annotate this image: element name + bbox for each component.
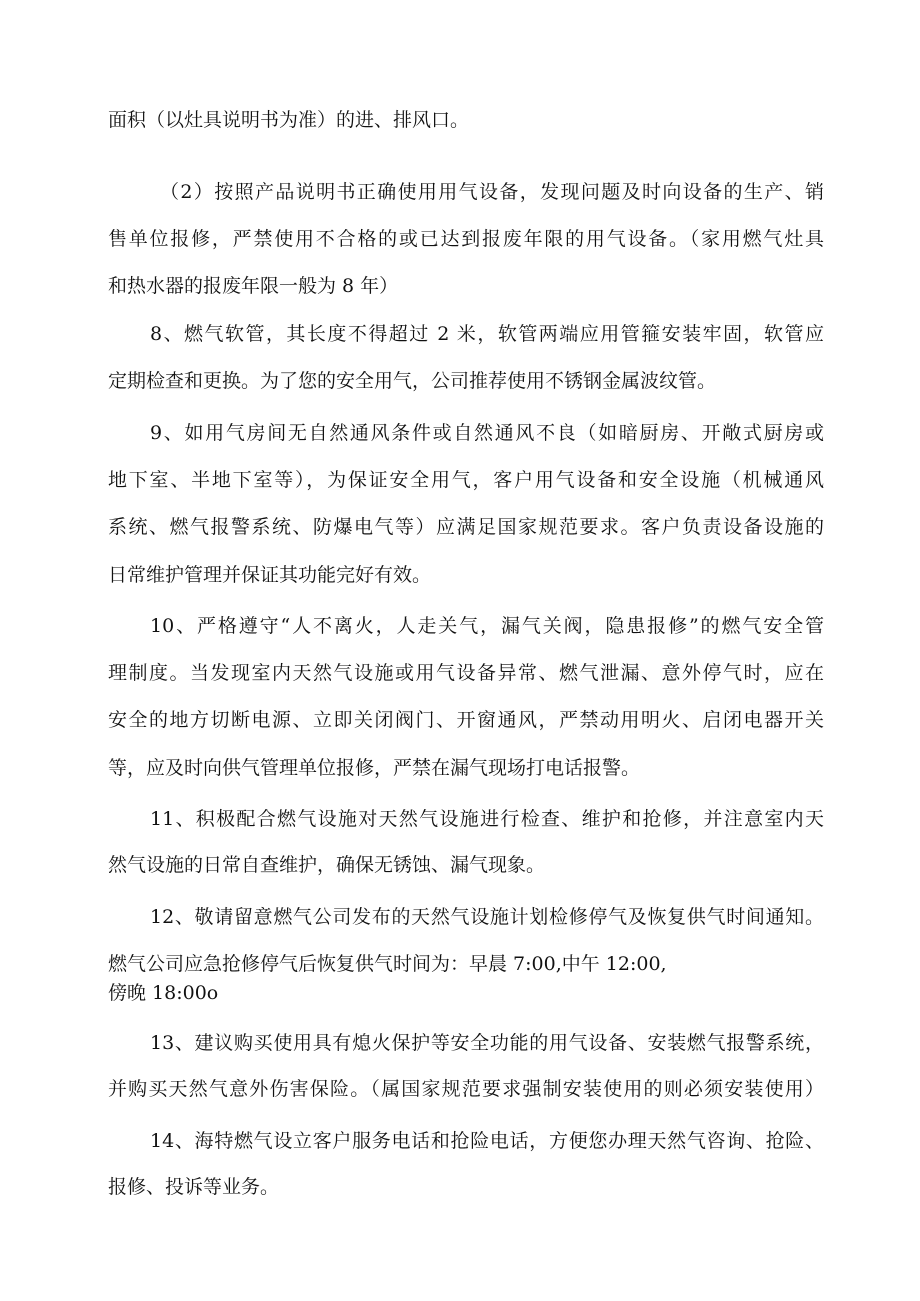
paragraph-11-line-2: 然气设施的日常自查维护，确保无锈蚀、漏气现象。 [108,854,546,876]
paragraph-10-line-3: 安全的地方切断电源、立即关闭阀门、开窗通风，严禁动用明火、启闭电器开关 [108,709,824,731]
paragraph-13-line-1: 13、建议购买使用具有熄火保护等安全功能的用气设备、安装燃气报警系统， [150,1032,824,1054]
paragraph-2-line-2: 售单位报修，严禁使用不合格的或已达到报废年限的用气设备。（家用燃气灶具 [108,228,824,250]
paragraph-8-line-2: 定期检查和更换。为了您的安全用气，公司推荐使用不锈钢金属波纹管。 [108,370,717,392]
paragraph-11-line-1: 11、积极配合燃气设施对天然气设施进行检查、维护和抢修，并注意室内天 [150,808,824,830]
paragraph-13-line-2: 并购买天然气意外伤害保险。（属国家规范要求强制安装使用的则必须安装使用） [108,1078,824,1100]
paragraph-9-line-3: 系统、燃气报警系统、防爆电气等）应满足国家规范要求。客户负责设备设施的 [108,516,824,538]
paragraph-10-line-4: 等，应及时向供气管理单位报修，严禁在漏气现场打电话报警。 [108,757,641,779]
paragraph-12-line-3: 傍晚 18:00o [108,982,219,1004]
paragraph-14-line-2: 报修、投诉等业务。 [108,1176,280,1198]
paragraph-10-line-2: 理制度。当发现室内天然气设施或用气设备异常、燃气泄漏、意外停气时，应在 [108,662,824,684]
paragraph-10-line-1: 10、严格遵守“人不离火，人走关气，漏气关阀，隐患报修”的燃气安全管 [150,615,824,637]
paragraph-9-line-1: 9、如用气房间无自然通风条件或自然通风不良（如暗厨房、开敞式厨房或 [150,422,824,444]
paragraph-12-line-1: 12、敬请留意燃气公司发布的天然气设施计划检修停气及恢复供气时间通知。 [150,906,824,928]
paragraph-9-line-4: 日常维护管理并保证其功能完好有效。 [108,564,432,586]
paragraph-14-line-1: 14、海特燃气设立客户服务电话和抢险电话，方便您办理天然气咨询、抢险、 [150,1130,824,1152]
paragraph-2-line-1: （2）按照产品说明书正确使用用气设备，发现问题及时向设备的生产、销 [160,181,824,203]
paragraph-9-line-2: 地下室、半地下室等），为保证安全用气，客户用气设备和安全设施（机械通风 [108,469,824,491]
paragraph-2-line-3: 和热水器的报废年限一般为 8 年） [108,275,399,297]
paragraph-12-line-2: 燃气公司应急抢修停气后恢复供气时间为：早晨 7:00,中午 12:00, [108,953,667,975]
paragraph-continuation: 面积（以灶具说明书为准）的进、排风口。 [108,109,470,131]
paragraph-8-line-1: 8、燃气软管，其长度不得超过 2 米，软管两端应用管箍安装牢固，软管应 [150,323,824,345]
